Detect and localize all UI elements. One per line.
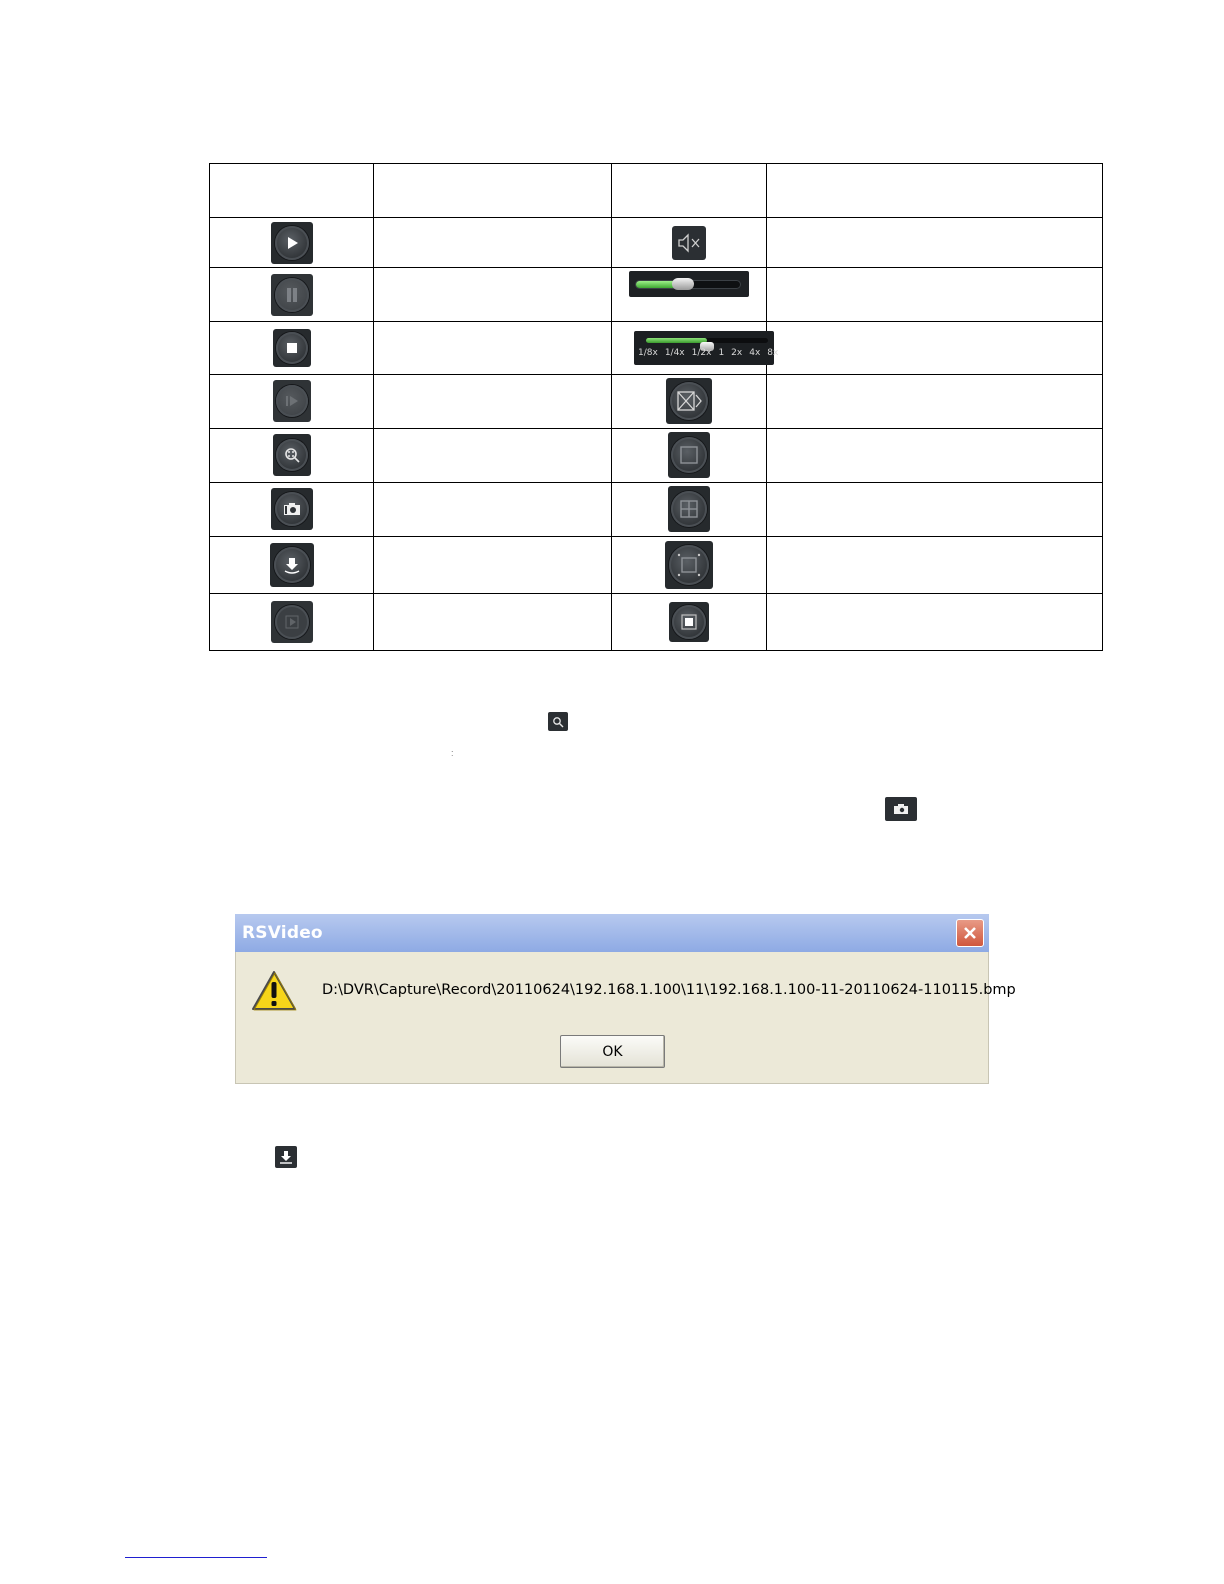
volume-slider-icon[interactable] (629, 271, 749, 297)
stop-icon[interactable] (273, 329, 311, 367)
table-cell-icon (612, 593, 767, 650)
table-cell-icon (612, 268, 767, 322)
ok-button[interactable]: OK (560, 1035, 665, 1068)
speed-tick: 1 (718, 348, 725, 359)
table-cell-icon (612, 536, 767, 593)
table-row (210, 482, 1103, 536)
table-cell-text (767, 482, 1103, 536)
table-cell-text (374, 375, 612, 428)
table-cell-text (767, 593, 1103, 650)
close-all-icon[interactable] (666, 378, 712, 424)
table-cell-icon (210, 322, 374, 375)
table-cell-text (767, 536, 1103, 593)
table-row (210, 322, 1103, 375)
table-header-cell (374, 164, 612, 218)
footnote-separator (125, 1557, 267, 1558)
table-cell-icon (210, 593, 374, 650)
table-cell-text (767, 218, 1103, 268)
table-cell-icon (612, 482, 767, 536)
download-icon (275, 1146, 297, 1168)
speed-tick: 1/2x (691, 348, 712, 359)
zoom-icon[interactable] (273, 434, 311, 476)
snapshot-icon (885, 797, 917, 821)
table-cell-icon (612, 375, 767, 428)
table-cell-icon (210, 536, 374, 593)
speed-ticks (638, 348, 785, 358)
table-cell-icon (612, 322, 779, 375)
speed-tick: 1/4x (664, 348, 685, 359)
table-row (210, 428, 1103, 482)
table-cell-icon (210, 218, 374, 268)
table-row (210, 218, 1103, 268)
zoom-icon (548, 712, 568, 731)
speed-slider-icon[interactable] (634, 331, 779, 365)
table-cell-text (374, 218, 612, 268)
table-header-cell (612, 164, 767, 218)
dialog-title: RSVideo (242, 923, 323, 943)
warning-icon (251, 969, 297, 1018)
table-header-cell (210, 164, 374, 218)
stop-all-icon[interactable] (669, 602, 709, 642)
dialog-title-bar[interactable] (235, 914, 989, 952)
table-row (210, 536, 1103, 593)
download-icon[interactable] (270, 543, 314, 587)
table-row (210, 375, 1103, 428)
controls-table (209, 163, 1103, 651)
close-icon[interactable] (956, 919, 984, 947)
speed-tick: 8x (767, 348, 779, 359)
table-cell-text (374, 268, 612, 322)
table-cell-text (374, 482, 612, 536)
table-cell-text (767, 428, 1103, 482)
table-cell-text (374, 322, 612, 375)
table-cell-icon (612, 428, 767, 482)
table-cell-text (767, 268, 1103, 322)
slow-play-icon[interactable] (271, 601, 313, 643)
speed-tick: 1/8x (638, 348, 658, 359)
table-cell-text (767, 375, 1103, 428)
table-cell-text (374, 536, 612, 593)
four-screen-icon[interactable] (668, 486, 710, 532)
table-cell-icon (612, 218, 767, 268)
speed-tick: 2x (731, 348, 743, 359)
volume-knob[interactable] (672, 278, 694, 290)
snapshot-icon[interactable] (271, 488, 313, 530)
table-header-row (210, 164, 1103, 218)
next-frame-icon[interactable] (273, 380, 311, 422)
pause-icon[interactable] (271, 274, 313, 316)
mute-icon[interactable] (672, 226, 706, 260)
single-screen-icon[interactable] (668, 432, 710, 478)
table-cell-text (767, 322, 1103, 375)
table-row (210, 268, 1103, 322)
rsvideo-dialog (235, 914, 1016, 1084)
table-cell-icon (210, 268, 374, 322)
colon-mark: : (451, 748, 454, 758)
table-header-cell (767, 164, 1103, 218)
table-row (210, 593, 1103, 650)
dialog-message: D:\DVR\Capture\Record\20110624\192.168.1.100\11\192.168.1.100-11-20110624-110115.bmp (322, 982, 1016, 998)
full-screen-icon[interactable] (665, 541, 713, 589)
table-cell-icon (210, 375, 374, 428)
table-cell-text (374, 428, 612, 482)
speed-fill (646, 338, 707, 343)
table-cell-icon (210, 482, 374, 536)
table-cell-icon (210, 428, 374, 482)
play-icon[interactable] (271, 222, 313, 264)
table-cell-text (374, 593, 612, 650)
speed-tick: 4x (749, 348, 761, 359)
